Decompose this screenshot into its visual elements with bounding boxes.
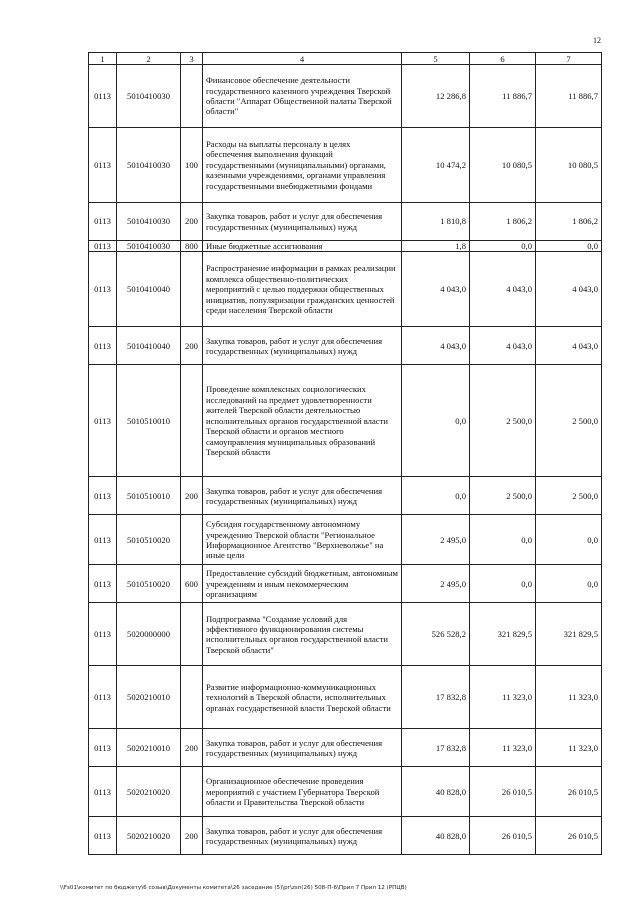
amount-col-6: 0,0 (470, 515, 536, 565)
amount-col-5: 2 495,0 (402, 515, 470, 565)
amount-col-5: 40 828,0 (402, 817, 470, 855)
expense-type-code: 100 (181, 128, 203, 203)
section-code: 0113 (89, 515, 117, 565)
amount-col-5: 17 832,8 (402, 729, 470, 767)
table-row (89, 252, 602, 327)
page-number: 12 (593, 36, 601, 45)
article-code: 5010510010 (117, 365, 181, 477)
article-code: 5020210020 (117, 767, 181, 817)
amount-col-7: 0,0 (536, 241, 602, 252)
amount-col-6: 26 010,5 (470, 817, 536, 855)
item-name: Распространение информации в рамках реализации комплекса общественно-политических мероприятий с целью поддержки общественных инициатив, популяризации гражданских ценностей среди населения Тверской области (203, 252, 402, 327)
article-code: 5010510020 (117, 565, 181, 603)
table-row (89, 767, 602, 817)
amount-col-5: 526 528,2 (402, 603, 470, 666)
amount-col-7: 0,0 (536, 565, 602, 603)
item-name: Закупка товаров, работ и услуг для обеспечения государственных (муниципальных) нужд (203, 203, 402, 241)
header-cell-2: 2 (117, 53, 181, 65)
item-name: Закупка товаров, работ и услуг для обеспечения государственных (муниципальных) нужд (203, 817, 402, 855)
amount-col-6: 321 829,5 (470, 603, 536, 666)
amount-col-6: 1 806,2 (470, 203, 536, 241)
amount-col-6: 0,0 (470, 241, 536, 252)
expense-type-code: 200 (181, 477, 203, 515)
amount-col-7: 11 886,7 (536, 65, 602, 128)
article-code: 5010410030 (117, 128, 181, 203)
section-code: 0113 (89, 729, 117, 767)
table-row (89, 515, 602, 565)
article-code: 5010510020 (117, 515, 181, 565)
article-code: 5020210010 (117, 666, 181, 729)
header-cell-7: 7 (536, 53, 602, 65)
expense-type-code (181, 603, 203, 666)
article-code: 5010410030 (117, 203, 181, 241)
file-path-footer: \\Fs01\комитет по бюджету\6 созыв\Документы комитета\26 заседание (5)\pr\zsn(26) 508-П-6\Прил 7 Прил 12 (РПЦВ) (60, 885, 407, 891)
expense-type-code: 600 (181, 565, 203, 603)
section-code: 0113 (89, 241, 117, 252)
amount-col-6: 26 010,5 (470, 767, 536, 817)
item-name: Финансовое обеспечение деятельности государственного казенного учреждения Тверской области "Аппарат Общественной палаты Тверской области" (203, 65, 402, 128)
section-code: 0113 (89, 65, 117, 128)
item-name: Проведение комплексных социологических исследований на предмет удовлетворенности жителей Тверской области деятельностью исполнительных органов государственной власти Тверской области и органов местного самоуправления муниципальных образований Тверской области (203, 365, 402, 477)
article-code: 5010410040 (117, 252, 181, 327)
amount-col-7: 11 323,0 (536, 666, 602, 729)
table-row (89, 327, 602, 365)
amount-col-7: 4 043,0 (536, 252, 602, 327)
expense-type-code: 200 (181, 203, 203, 241)
amount-col-6: 2 500,0 (470, 365, 536, 477)
item-name: Субсидия государственному автономному учреждению Тверской области "Региональное Информационное Агентство "Верхневолжье" на иные цели (203, 515, 402, 565)
amount-col-5: 12 286,8 (402, 65, 470, 128)
section-code: 0113 (89, 203, 117, 241)
amount-col-5: 10 474,2 (402, 128, 470, 203)
item-name: Закупка товаров, работ и услуг для обеспечения государственных (муниципальных) нужд (203, 327, 402, 365)
amount-col-6: 0,0 (470, 565, 536, 603)
section-code: 0113 (89, 817, 117, 855)
header-cell-3: 3 (181, 53, 203, 65)
amount-col-7: 26 010,5 (536, 817, 602, 855)
article-code: 5010410040 (117, 327, 181, 365)
amount-col-5: 1,8 (402, 241, 470, 252)
header-cell-6: 6 (470, 53, 536, 65)
section-code: 0113 (89, 477, 117, 515)
item-name: Подпрограмма "Создание условий для эффективного функционирования системы исполнительных органов государственной власти Тверской области" (203, 603, 402, 666)
expense-type-code (181, 666, 203, 729)
amount-col-5: 40 828,0 (402, 767, 470, 817)
amount-col-6: 11 323,0 (470, 666, 536, 729)
table-row (89, 603, 602, 666)
article-code: 5010410030 (117, 241, 181, 252)
amount-col-7: 321 829,5 (536, 603, 602, 666)
amount-col-6: 4 043,0 (470, 252, 536, 327)
item-name: Расходы на выплаты персоналу в целях обеспечения выполнения функций государственными (муниципальными) органами, казенными учреждениями, органами управления государственными внебюджетными фондами (203, 128, 402, 203)
header-cell-1: 1 (89, 53, 117, 65)
amount-col-6: 10 080,5 (470, 128, 536, 203)
amount-col-6: 4 043,0 (470, 327, 536, 365)
item-name: Организационное обеспечение проведения мероприятий с участием Губернатора Тверской области и Правительства Тверской области (203, 767, 402, 817)
item-name: Предоставление субсидий бюджетным, автономным учреждениям и иным некоммерческим организациям (203, 565, 402, 603)
amount-col-5: 1 810,8 (402, 203, 470, 241)
amount-col-7: 2 500,0 (536, 365, 602, 477)
amount-col-6: 2 500,0 (470, 477, 536, 515)
table-row (89, 477, 602, 515)
item-name: Иные бюджетные ассигнования (203, 241, 402, 252)
expense-type-code (181, 65, 203, 128)
expense-type-code: 200 (181, 327, 203, 365)
amount-col-7: 26 010,5 (536, 767, 602, 817)
expense-type-code: 200 (181, 729, 203, 767)
amount-col-7: 2 500,0 (536, 477, 602, 515)
item-name: Развитие информационно-коммуникационных технологий в Тверской области, исполнительных органах государственной власти Тверской области (203, 666, 402, 729)
section-code: 0113 (89, 666, 117, 729)
article-code: 5020000000 (117, 603, 181, 666)
amount-col-5: 17 832,8 (402, 666, 470, 729)
article-code: 5020210020 (117, 817, 181, 855)
expense-type-code: 200 (181, 817, 203, 855)
amount-col-7: 0,0 (536, 515, 602, 565)
table-row (89, 365, 602, 477)
header-cell-5: 5 (402, 53, 470, 65)
expense-type-code (181, 767, 203, 817)
article-code: 5010410030 (117, 65, 181, 128)
article-code: 5020210010 (117, 729, 181, 767)
table-row (89, 729, 602, 767)
section-code: 0113 (89, 252, 117, 327)
amount-col-5: 0,0 (402, 477, 470, 515)
amount-col-5: 4 043,0 (402, 252, 470, 327)
amount-col-5: 0,0 (402, 365, 470, 477)
section-code: 0113 (89, 565, 117, 603)
amount-col-7: 1 806,2 (536, 203, 602, 241)
table-row (89, 241, 602, 252)
header-cell-4: 4 (203, 53, 402, 65)
amount-col-6: 11 323,0 (470, 729, 536, 767)
amount-col-7: 11 323,0 (536, 729, 602, 767)
article-code: 5010510010 (117, 477, 181, 515)
table-row (89, 128, 602, 203)
amount-col-5: 2 495,0 (402, 565, 470, 603)
expense-type-code (181, 252, 203, 327)
section-code: 0113 (89, 365, 117, 477)
section-code: 0113 (89, 767, 117, 817)
section-code: 0113 (89, 128, 117, 203)
amount-col-5: 4 043,0 (402, 327, 470, 365)
table-row (89, 666, 602, 729)
expense-type-code (181, 515, 203, 565)
item-name: Закупка товаров, работ и услуг для обеспечения государственных (муниципальных) нужд (203, 729, 402, 767)
table-row (89, 65, 602, 128)
section-code: 0113 (89, 327, 117, 365)
table-row (89, 565, 602, 603)
budget-table (88, 52, 602, 855)
expense-type-code (181, 365, 203, 477)
amount-col-6: 11 886,7 (470, 65, 536, 128)
section-code: 0113 (89, 603, 117, 666)
amount-col-7: 10 080,5 (536, 128, 602, 203)
expense-type-code: 800 (181, 241, 203, 252)
header-row (89, 53, 602, 65)
amount-col-7: 4 043,0 (536, 327, 602, 365)
item-name: Закупка товаров, работ и услуг для обеспечения государственных (муниципальных) нужд (203, 477, 402, 515)
table-row (89, 817, 602, 855)
table-row (89, 203, 602, 241)
